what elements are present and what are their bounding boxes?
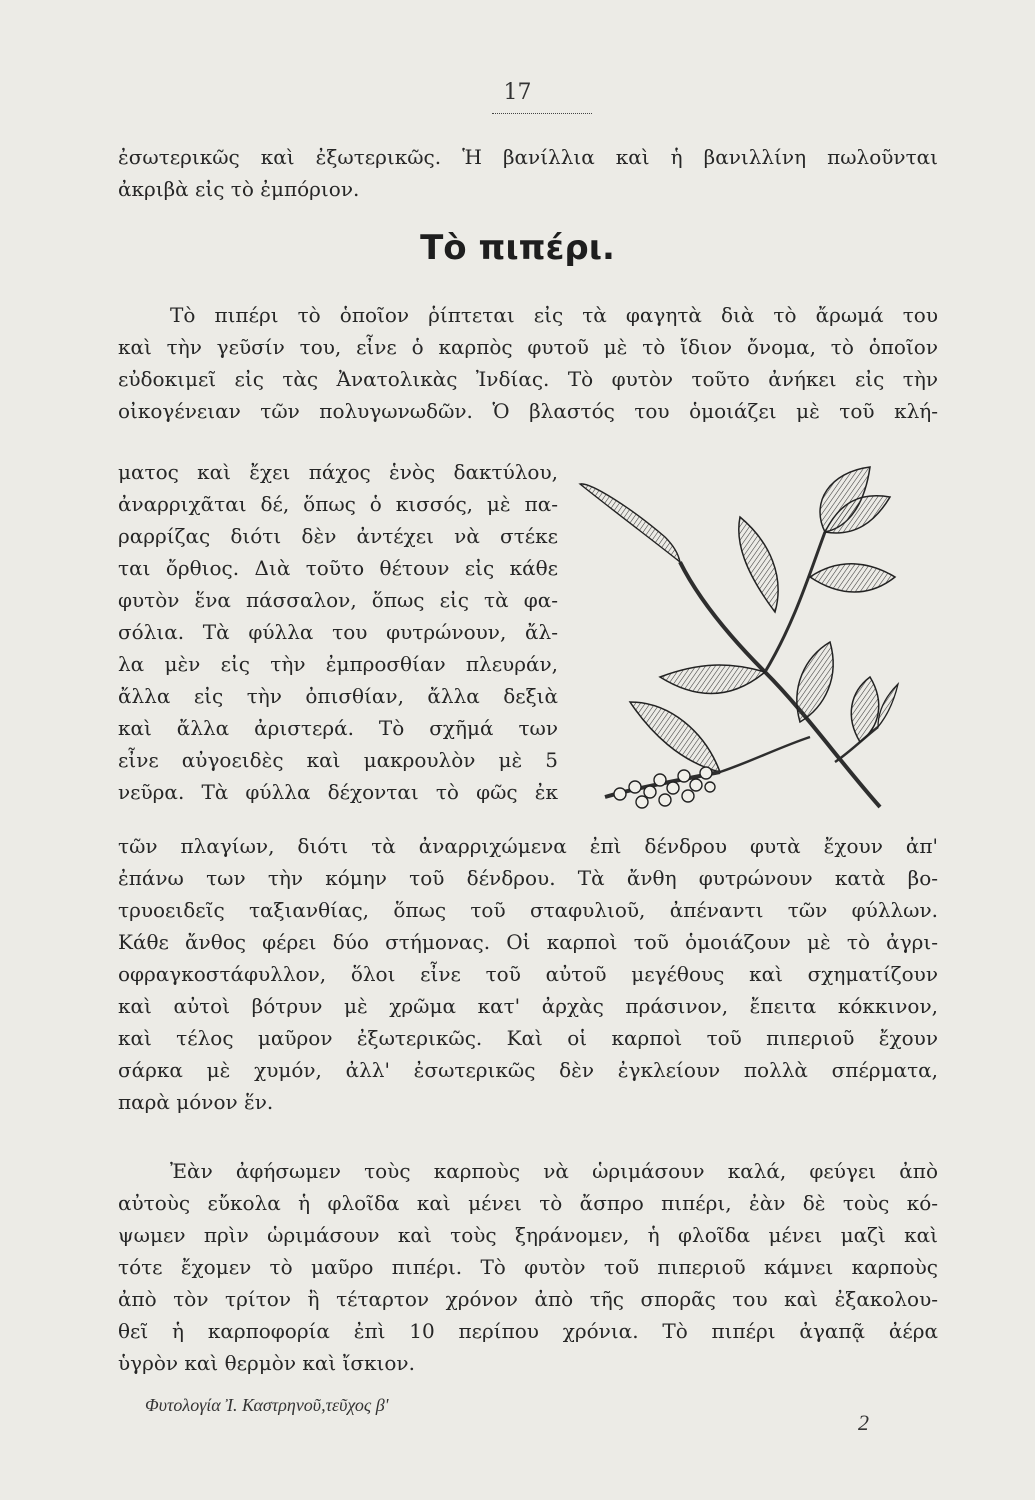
text-line: αὐτοὺς εὔκολα ἡ φλοῖδα καὶ μένει τὸ ἄσπρο πιπέρι, ἐὰν δὲ τοὺς κό- xyxy=(118,1191,938,1215)
text-line: ἀκριβὰ εἰς τὸ ἐμπόριον. xyxy=(118,177,360,201)
leaf xyxy=(660,665,765,693)
text-line: σόλια. Τὰ φύλλα του φυτρώνουν, ἄλ- xyxy=(118,620,558,644)
berry-cluster xyxy=(614,767,715,808)
leaf xyxy=(797,642,833,722)
text-line: θεῖ ἡ καρποφορία ἐπὶ 10 περίπου χρόνια. Τὸ πιπέρι ἀγαπᾷ ἀέρα xyxy=(118,1319,938,1343)
pepper-paragraph-2 xyxy=(118,1155,938,1379)
text-line: καὶ αὐτοὶ βότρυν μὲ χρῶμα κατ' ἀρχὰς πράσινον, ἔπειτα κόκκινον, xyxy=(118,994,938,1018)
text-line: ἀναρριχᾶται δέ, ὅπως ὁ κισσός, μὲ πα- xyxy=(118,492,558,516)
text-line: ψωμεν πρὶν ὡριμάσουν καὶ τοὺς ξηράνομεν, ἡ φλοῖδα μένει μαζὶ καὶ xyxy=(118,1223,938,1247)
wrapped-text-column xyxy=(118,456,558,808)
pepper-paragraph-1 xyxy=(118,299,938,427)
text-line: φυτὸν ἕνα πάσσαλον, ὅπως εἰς τὰ φα- xyxy=(118,588,558,612)
text-line: ται ὄρθιος. Διὰ τοῦτο θέτουν εἰς κάθε xyxy=(118,556,558,580)
page-number: 17 xyxy=(503,80,532,105)
text-line: Τὸ πιπέρι τὸ ὁποῖον ῥίπτεται εἰς τὰ φαγητὰ διὰ τὸ ἄρωμά του xyxy=(170,303,938,327)
text-line: εὐδοκιμεῖ εἰς τὰς Ἀνατολικὰς Ἰνδίας. Τὸ φυτὸν τοῦτο ἀνήκει εἰς τὴν xyxy=(118,367,938,391)
text-line: οφραγκοστάφυλλον, ὅλοι εἶνε τοῦ αὐτοῦ μεγέθους καὶ σχηματίζουν xyxy=(118,962,938,986)
text-line: σάρκα μὲ χυμόν, ἀλλ' ἐσωτερικῶς δὲν ἐγκλείουν πολλὰ σπέρματα, xyxy=(118,1058,938,1082)
flower-spike xyxy=(580,484,680,562)
text-line: ἐσωτερικῶς καὶ ἐξωτερικῶς. Ἡ βανίλλια καὶ ἡ βανιλλίνη πωλοῦνται xyxy=(118,145,938,169)
footer-signature: Φυτολογία Ἰ. Καστρηνοῦ,τεῦχος β' xyxy=(145,1395,389,1415)
text-line: καὶ τὴν γεῦσίν του, εἶνε ὁ καρπὸς φυτοῦ μὲ τὸ ἴδιον ὄνομα, τὸ ὁποῖον xyxy=(118,335,938,359)
pepper-paragraph-1-continued xyxy=(118,830,938,1118)
intro-paragraph xyxy=(118,141,938,205)
text-line: καὶ ἄλλα ἀριστερά. Τὸ σχῆμά των xyxy=(118,716,558,740)
text-line: Κάθε ἄνθος φέρει δύο στήμονας. Οἱ καρποὶ τοῦ ὁμοιάζουν μὲ τὸ ἀγρι- xyxy=(118,930,938,954)
leaf xyxy=(739,517,778,612)
text-line: ἀπὸ τὸν τρίτον ἢ τέταρτον χρόνον ἀπὸ τῆς σπορᾶς του καὶ ἐξακολου- xyxy=(118,1287,938,1311)
pepper-plant-illustration xyxy=(560,462,900,842)
text-line: εἶνε αὐγοειδὲς καὶ μακρουλὸν μὲ 5 xyxy=(118,748,558,772)
text-line: ματος καὶ ἔχει πάχος ἑνὸς δακτύλου, xyxy=(118,460,558,484)
text-line: καὶ τέλος μαῦρον ἐξωτερικῶς. Καὶ οἱ καρποὶ τοῦ πιπεριοῦ ἔχουν xyxy=(118,1026,938,1050)
leaf xyxy=(878,684,898,727)
text-line: ὑγρὸν καὶ θερμὸν καὶ ἴσκιον. xyxy=(118,1351,415,1375)
leaf xyxy=(630,702,720,772)
text-line: τρυοειδεῖς ταξιανθίας, ὅπως τοῦ σταφυλιοῦ, ἀπέναντι τῶν φύλλων. xyxy=(118,898,938,922)
text-line: παρὰ μόνον ἕν. xyxy=(118,1090,274,1114)
section-title: Τὸ πιπέρι. xyxy=(420,228,615,268)
leaf xyxy=(851,677,878,742)
text-line: Ἐὰν ἀφήσωμεν τοὺς καρποὺς νὰ ὡριμάσουν καλά, φεύγει ἀπὸ xyxy=(170,1159,938,1183)
text-line: οἰκογένειαν τῶν πολυγωνωδῶν. Ὁ βλαστός του ὁμοιάζει μὲ τοῦ κλή- xyxy=(118,399,938,423)
page-number-rule xyxy=(492,113,592,114)
plant-branch xyxy=(720,737,810,772)
text-line: ἄλλα εἰς τὴν ὀπισθίαν, ἄλλα δεξιὰ xyxy=(118,684,558,708)
text-line: ραρρίζας διότι δὲν ἀντέχει νὰ στέκε xyxy=(118,524,558,548)
text-line: νεῦρα. Τὰ φύλλα δέχονται τὸ φῶς ἐκ xyxy=(118,780,558,804)
text-line: ἐπάνω των τὴν κόμην τοῦ δένδρου. Τὰ ἄνθη φυτρώνουν κατὰ βο- xyxy=(118,866,938,890)
text-line: λα μὲν εἰς τὴν ἐμπροσθίαν πλευράν, xyxy=(118,652,558,676)
leaf xyxy=(810,564,895,592)
text-line: τῶν πλαγίων, διότι τὰ ἀναρριχώμενα ἐπὶ δένδρου φυτὰ ἔχουν ἀπ' xyxy=(118,834,938,858)
text-line: τότε ἔχομεν τὸ μαῦρο πιπέρι. Τὸ φυτὸν τοῦ πιπεριοῦ κάμνει καρποὺς xyxy=(118,1255,938,1279)
footer-sheet-mark: 2 xyxy=(858,1410,869,1435)
